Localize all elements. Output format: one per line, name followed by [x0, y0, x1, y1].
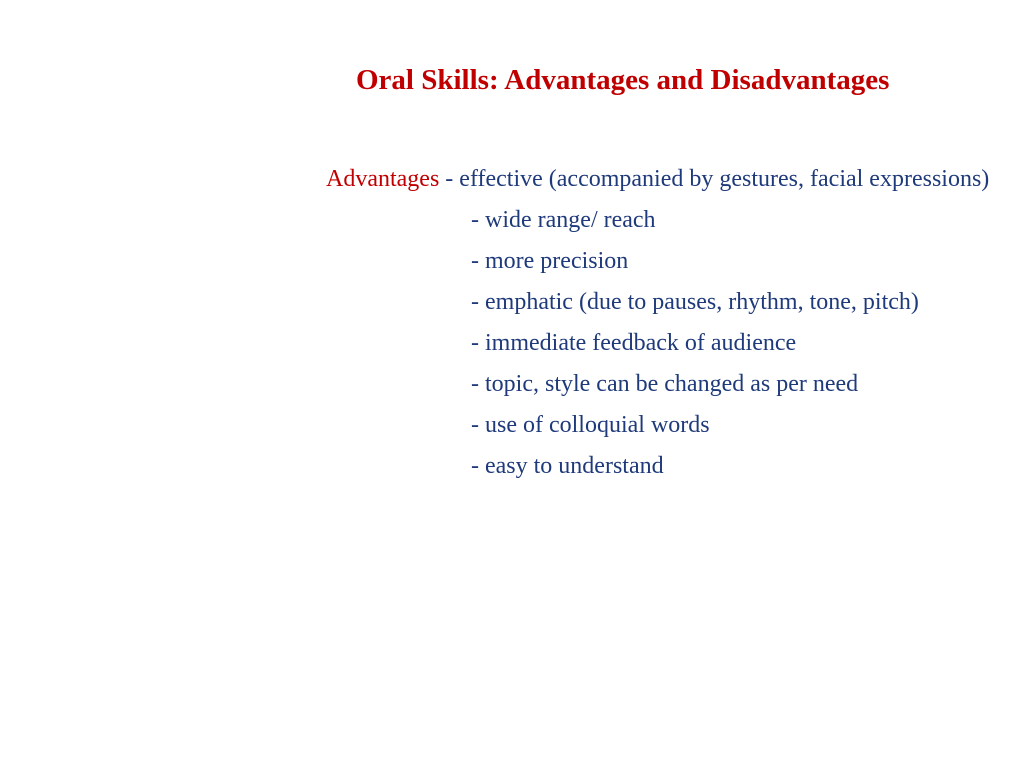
list-item: - use of colloquial words	[471, 412, 710, 438]
intro-paragraph	[326, 163, 1016, 196]
advantages-label: Advantages	[326, 166, 440, 192]
list-item: - more precision	[471, 248, 629, 274]
list-item: - wide range/ reach	[471, 207, 656, 233]
advantages-list	[326, 204, 1016, 491]
slide-title: Oral Skills: Advantages and Disadvantages	[356, 64, 890, 96]
list-item: - topic, style can be changed as per need	[471, 371, 859, 397]
intro-text: - effective (accompanied by gestures, facial expressions)	[439, 166, 990, 192]
list-item: - immediate feedback of audience	[471, 330, 797, 356]
list-item: - easy to understand	[471, 453, 664, 479]
slide-body	[326, 163, 1016, 491]
list-item: - emphatic (due to pauses, rhythm, tone, pitch)	[471, 289, 919, 315]
